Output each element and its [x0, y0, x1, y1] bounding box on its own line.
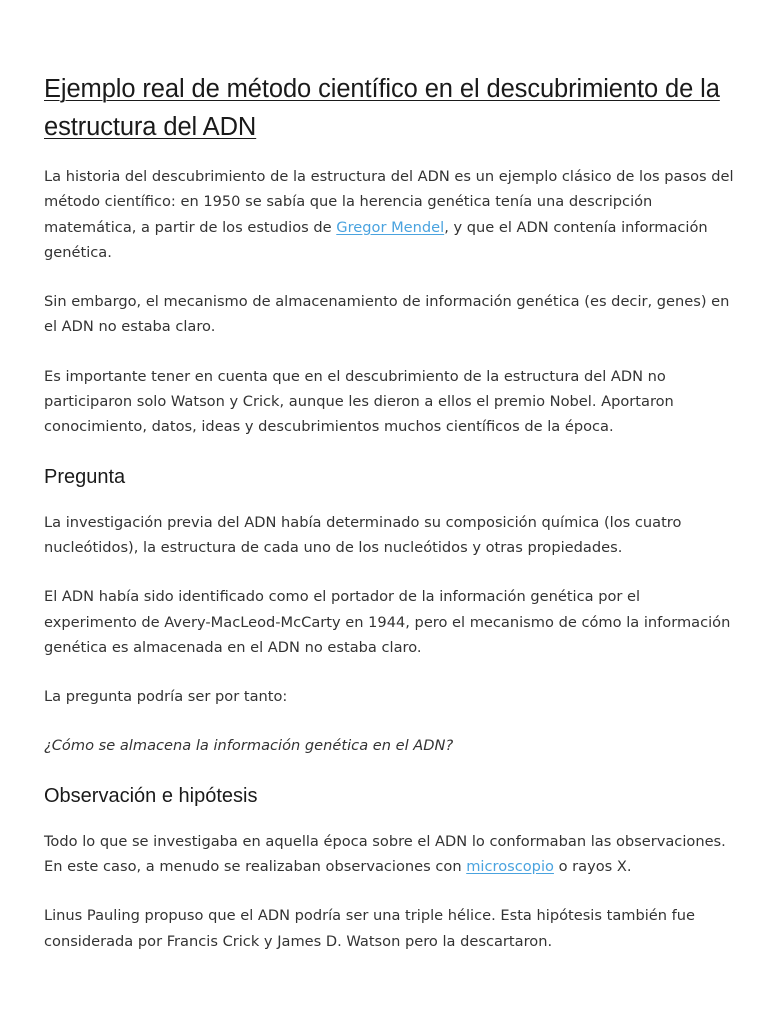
obs-p1-text-start: Todo lo que se investigaba en aquella época sobre el ADN lo conformaban las observaciones. En este caso, a menudo se realizaban observaciones con	[44, 832, 726, 876]
pregunta-paragraph-2: El ADN había sido identificado como el portador de la información genética por el experimento de Avery-MacLeod-McCarty en 1944, pero el mecanismo de cómo la información genética es almacenada en el ADN no estaba claro.	[44, 588, 731, 656]
obs-p1-text-end: o rayos X.	[553, 858, 632, 876]
observacion-paragraph-1	[44, 829, 734, 880]
microscopio-link[interactable]: microscopio	[466, 858, 554, 876]
intro-paragraph-1	[44, 164, 734, 265]
observacion-paragraph-2: Linus Pauling propuso que el ADN podría ser una triple hélice. Esta hipótesis también fue considerada por Francis Crick y James D. Watson pero la descartaron.	[44, 907, 696, 950]
article	[44, 70, 734, 978]
pregunta-paragraph-1: La investigación previa del ADN había determinado su composición química (los cuatro nucleótidos), la estructura de cada uno de los nucleótidos y otras propiedades.	[44, 513, 682, 556]
section-heading-observacion: Observación e hipótesis	[44, 784, 258, 807]
page-title: Ejemplo real de método científico en el descubrimiento de la estructura del ADN	[44, 75, 720, 141]
section-heading-pregunta: Pregunta	[44, 465, 126, 488]
research-question: ¿Cómo se almacena la información genética en el ADN?	[44, 737, 454, 755]
intro-paragraph-3: Es importante tener en cuenta que en el descubrimiento de la estructura del ADN no participaron solo Watson y Crick, aunque les dieron a ellos el premio Nobel. Aportaron conocimiento, datos, ideas y descubrimientos muchos científicos de la época.	[44, 367, 674, 436]
pregunta-paragraph-3: La pregunta podría ser por tanto:	[44, 688, 288, 706]
intro-p1-text-end: , y que el ADN contenía información genética.	[44, 218, 708, 261]
gregor-mendel-link[interactable]: Gregor Mendel	[336, 218, 445, 236]
intro-paragraph-2: Sin embargo, el mecanismo de almacenamiento de información genética (es decir, genes) en el ADN no estaba claro.	[44, 293, 730, 336]
intro-p1-text-start: La historia del descubrimiento de la estructura del ADN es un ejemplo clásico de los pasos del método científico: en 1950 se sabía que la herencia genética tenía una descripción matemática, a partir de los estudios de	[44, 168, 734, 236]
